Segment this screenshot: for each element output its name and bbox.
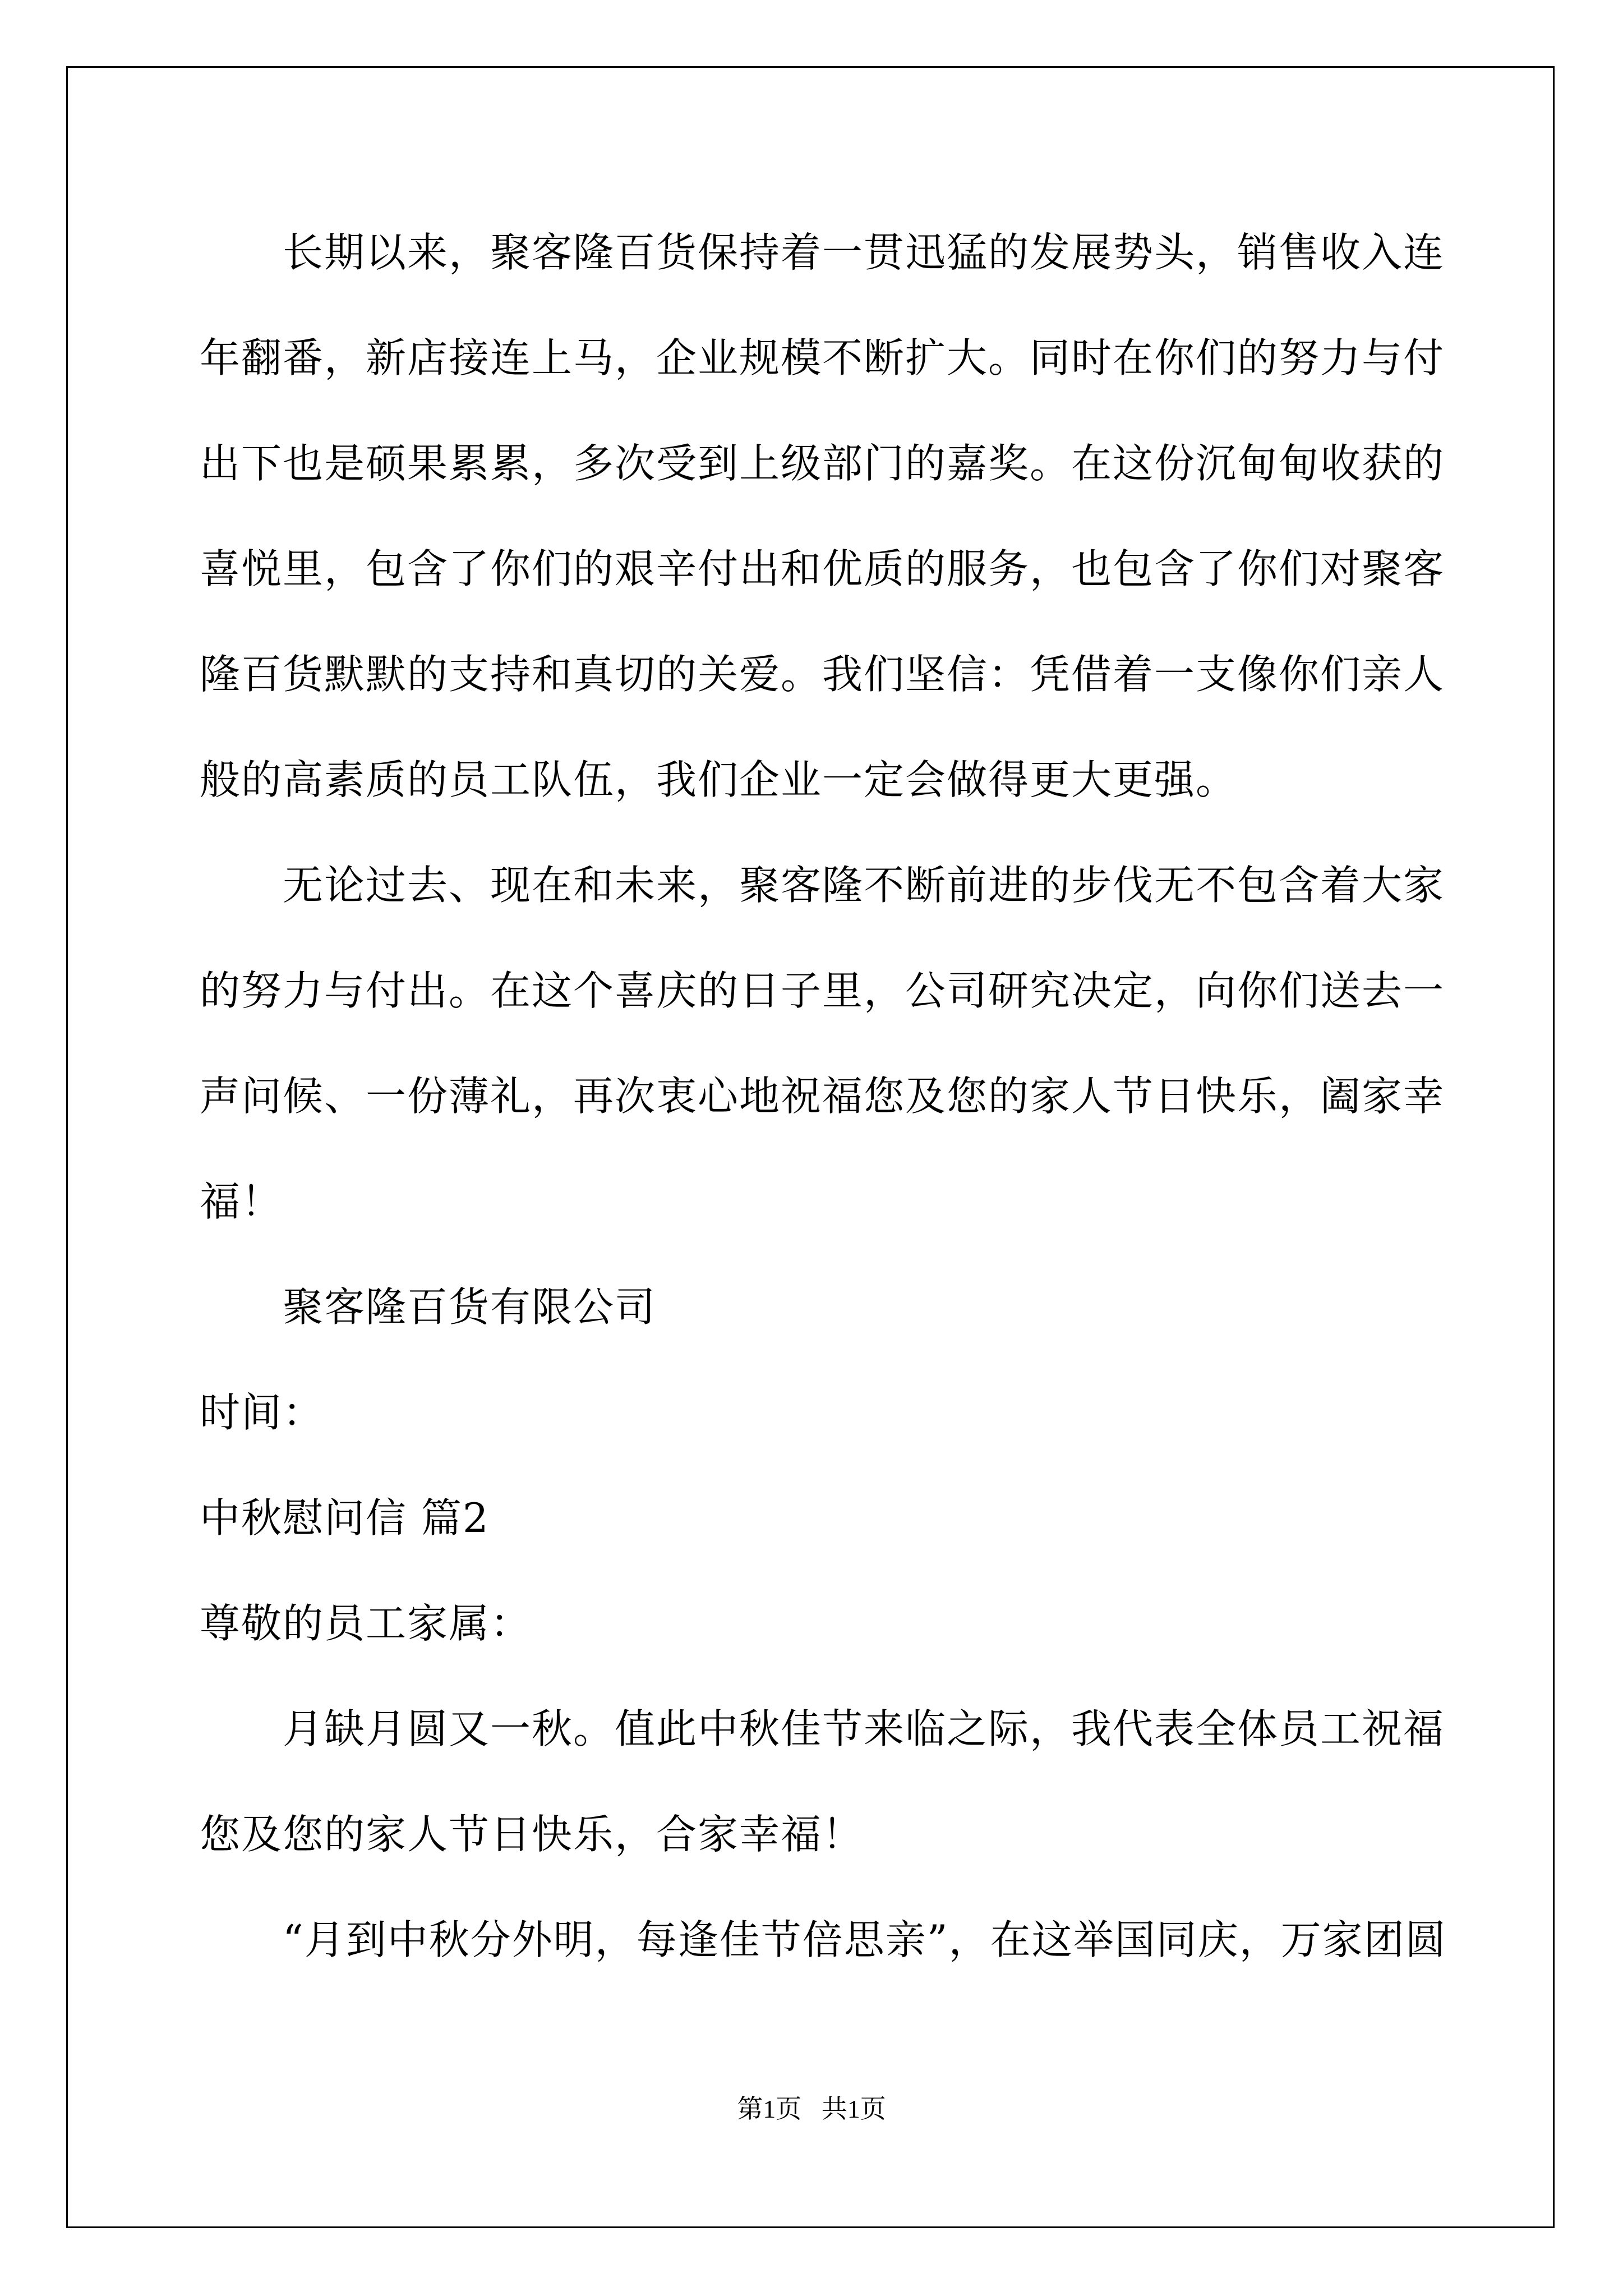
paragraph-line: “月到中秋分外明，每逢佳节倍思亲”，在这举国同庆，万家团圆 — [283, 1916, 1447, 1963]
paragraph-line: 长期以来，聚客隆百货保持着一贯迅猛的发展势头，销售收入连 — [283, 229, 1445, 276]
company-signature: 聚客隆百货有限公司 — [283, 1283, 657, 1331]
paragraph-line: 无论过去、现在和未来，聚客隆不断前进的步伐无不包含着大家 — [283, 862, 1445, 909]
paragraph-line: 您及您的家人节日快乐，合家幸福！ — [200, 1811, 864, 1858]
paragraph-line: 般的高素质的员工队伍，我们企业一定会做得更大更强。 — [200, 756, 1238, 803]
salutation: 尊敬的员工家属： — [200, 1600, 532, 1647]
paragraph-line: 出下也是硕果累累，多次受到上级部门的嘉奖。在这份沉甸甸收获的 — [200, 440, 1445, 487]
paragraph-line: 福！ — [200, 1178, 283, 1225]
paragraph-line: 喜悦里，包含了你们的艰辛付出和优质的服务，也包含了你们对聚客 — [200, 545, 1445, 592]
paragraph-line: 的努力与付出。在这个喜庆的日子里，公司研究决定，向你们送去一 — [200, 967, 1445, 1014]
paragraph-line: 声问候、一份薄礼，再次衷心地祝福您及您的家人节日快乐，阖家幸 — [200, 1073, 1445, 1120]
section-heading: 中秋慰问信 篇2 — [200, 1494, 490, 1542]
paragraph-line: 隆百货默默的支持和真切的关爱。我们坚信：凭借着一支像你们亲人 — [200, 651, 1445, 698]
page-total: 共1页 — [821, 2095, 886, 2123]
paragraph-line: 年翻番，新店接连上马，企业规模不断扩大。同时在你们的努力与付 — [200, 334, 1445, 381]
date-label: 时间： — [200, 1389, 325, 1436]
page-number: 第1页 — [737, 2095, 802, 2123]
paragraph-line: 月缺月圆又一秋。值此中秋佳节来临之际，我代表全体员工祝福 — [283, 1705, 1445, 1752]
page-footer — [0, 2092, 1623, 2126]
